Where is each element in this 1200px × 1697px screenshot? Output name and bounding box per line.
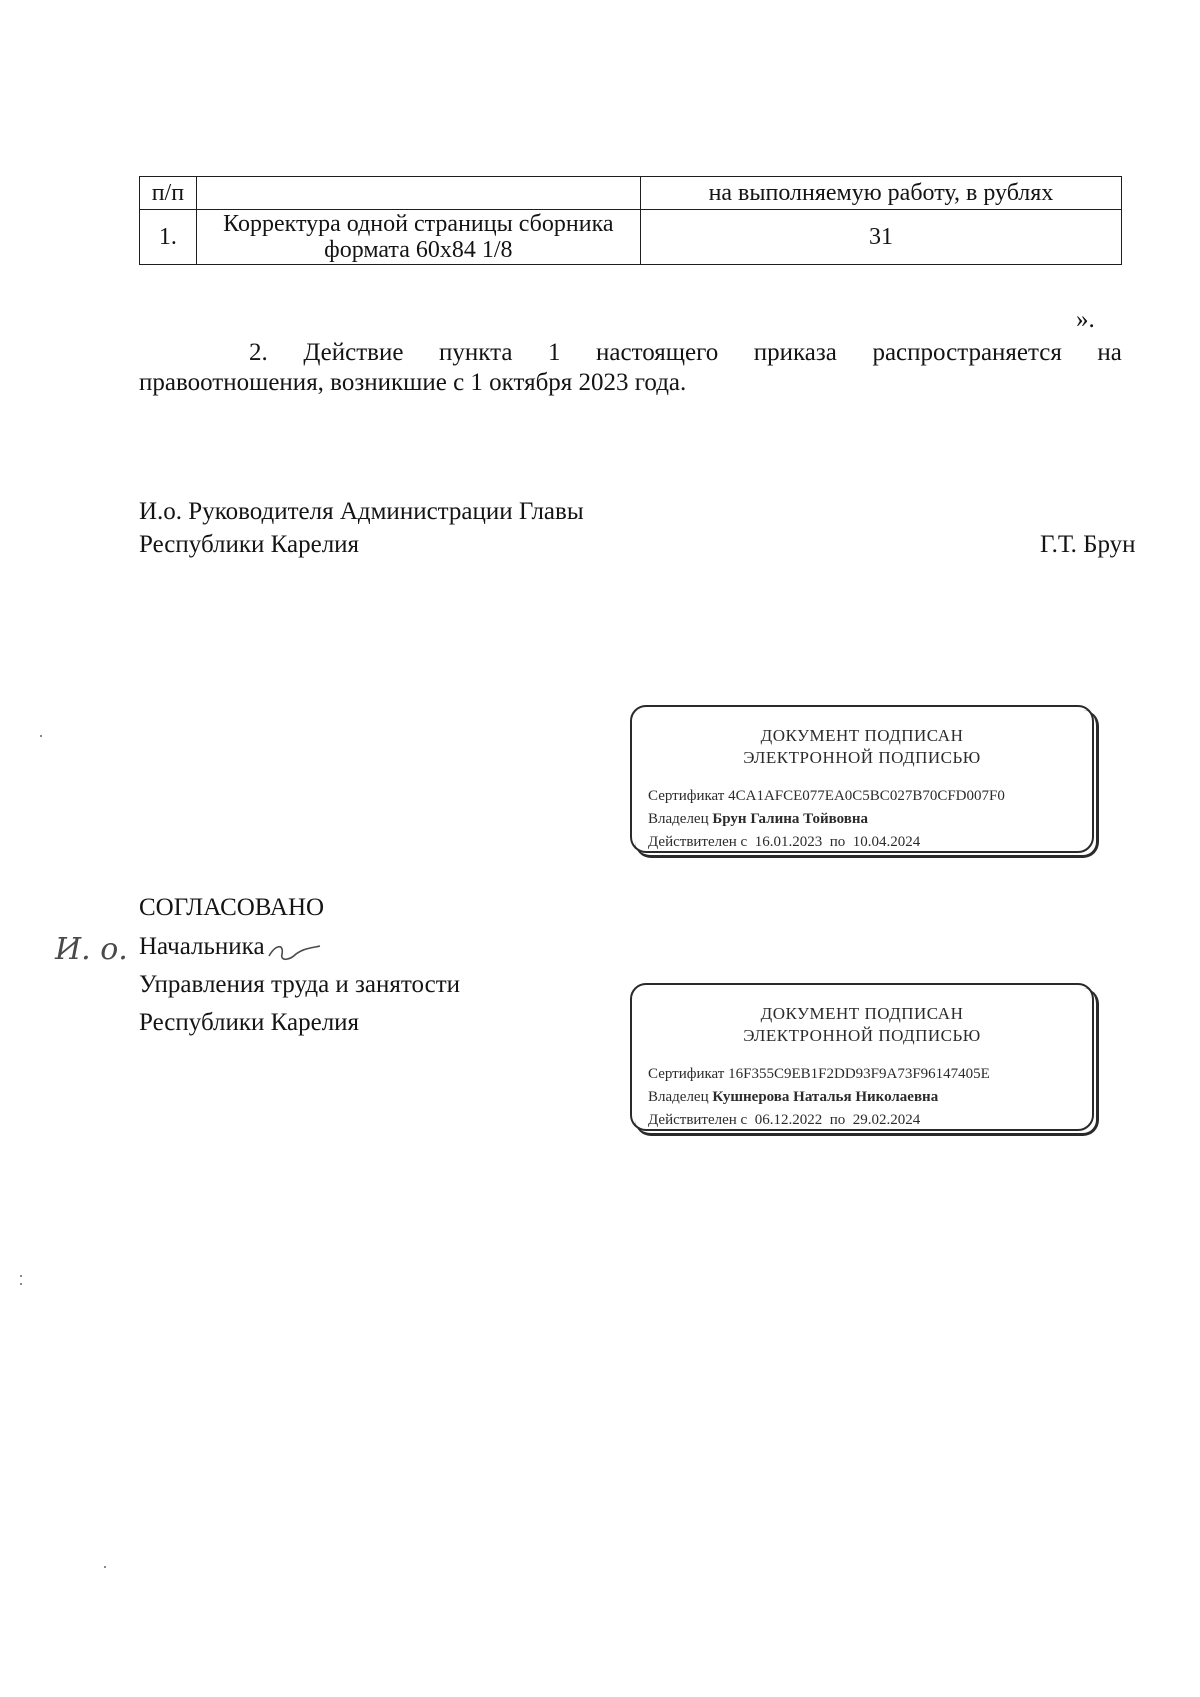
signatory-name: Г.Т. Брун xyxy=(1040,531,1136,558)
table-header-row xyxy=(140,177,1122,210)
paragraph-word: пункта xyxy=(439,339,513,366)
stamp-owner: Владелец Кушнерова Наталья Николаевна xyxy=(648,1089,939,1105)
rates-table xyxy=(139,176,1122,265)
scan-speck xyxy=(40,735,42,737)
stamp-validity: Действителен с 06.12.2022 по 29.02.2024 xyxy=(648,1112,921,1128)
paragraph-2 xyxy=(139,338,1122,398)
table-cell-num-header: п/п xyxy=(140,177,197,210)
signatory-title-line1: И.о. Руководителя Администрации Главы xyxy=(139,498,584,525)
agreed-title: СОГЛАСОВАНО xyxy=(139,894,325,921)
handwritten-note: И. о. xyxy=(55,932,128,967)
stamp-certificate: Сертификат 16F355C9EB1F2DD93F9A73F96147405E xyxy=(648,1066,990,1082)
table-row xyxy=(140,210,1122,265)
paragraph-word: настоящего xyxy=(596,339,719,366)
paragraph-2-line2: правоотношения, возникшие с 1 октября 2023 года. xyxy=(139,369,687,396)
handwritten-stroke-icon xyxy=(266,940,322,966)
agreed-line1: Начальника xyxy=(139,933,265,960)
stamp-validity: Действителен с 16.01.2023 по 10.04.2024 xyxy=(648,834,921,850)
scan-speck xyxy=(20,1283,22,1285)
paragraph-2-line1 xyxy=(139,338,1122,368)
paragraph-word: 2. xyxy=(249,339,268,366)
paragraph-word: 1 xyxy=(547,339,561,366)
stamp-title: ДОКУМЕНТ ПОДПИСАН xyxy=(760,726,964,745)
closing-quote: ». xyxy=(1076,306,1095,333)
paragraph-word: приказа xyxy=(753,339,837,366)
stamp-header xyxy=(632,725,1092,769)
table-cell-num: 1. xyxy=(140,210,197,265)
agreed-line2: Управления труда и занятости xyxy=(139,971,461,998)
scan-speck xyxy=(104,1566,106,1568)
table-cell-rate: 31 xyxy=(640,210,1121,265)
table-cell-name xyxy=(196,210,640,265)
table-cell-name-header xyxy=(196,177,640,210)
signatory-title-line2: Республики Карелия xyxy=(139,531,360,558)
scan-speck xyxy=(20,1275,22,1277)
stamp-certificate: Сертификат 4CA1AFCE077EA0C5BC027B70CFD007F0 xyxy=(648,788,1005,804)
table-cell-name-line2: формата 60x84 1/8 xyxy=(324,237,513,263)
stamp-owner: Владелец Брун Галина Тойвовна xyxy=(648,811,868,827)
e-signature-stamp xyxy=(630,705,1094,853)
agreed-line3: Республики Карелия xyxy=(139,1009,360,1036)
paragraph-word: Действие xyxy=(303,339,404,366)
table-cell-name-line1: Корректура одной страницы сборника xyxy=(223,211,614,237)
paragraph-word: на xyxy=(1097,339,1122,366)
table-cell-rate-header: на выполняемую работу, в рублях xyxy=(640,177,1121,210)
stamp-header xyxy=(632,1003,1092,1047)
paragraph-word: распространяется xyxy=(872,339,1062,366)
e-signature-stamp xyxy=(630,983,1094,1131)
stamp-subtitle: ЭЛЕКТРОННОЙ ПОДПИСЬЮ xyxy=(743,748,981,767)
stamp-subtitle: ЭЛЕКТРОННОЙ ПОДПИСЬЮ xyxy=(743,1026,981,1045)
stamp-title: ДОКУМЕНТ ПОДПИСАН xyxy=(760,1004,964,1023)
